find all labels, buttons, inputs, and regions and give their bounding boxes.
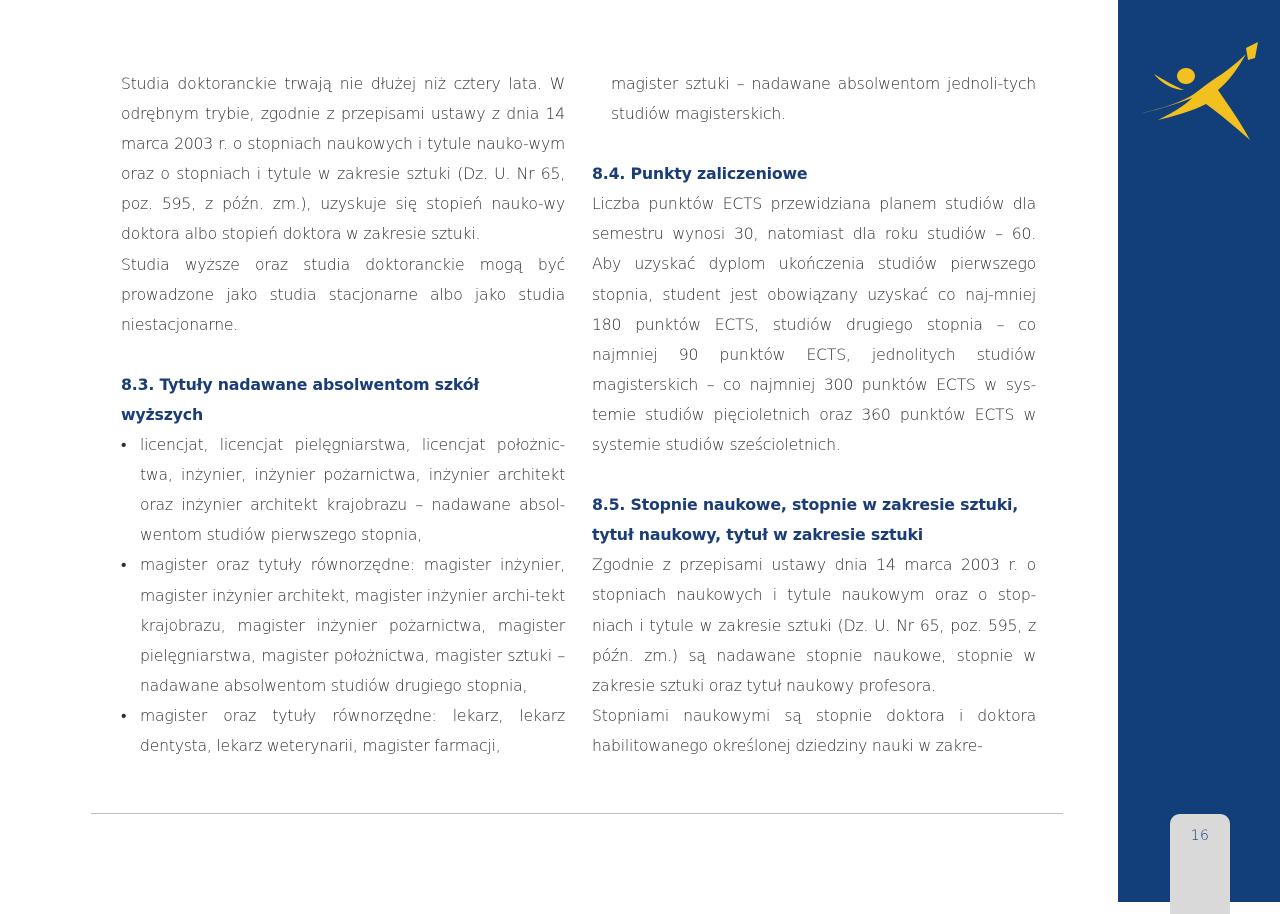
intro-paragraph: Studia doktoranckie trwają nie dłużej niż cztery lata. W odrębnym trybie, zgodnie z przepisami ustawy z dnia 14 marca 2003 r. o stopniach naukowych i tytule nauko-wym oraz o stopniach i tytule w zakresie sztuki (Dz. U. Nr 65, poz. 595, z późn. zm.), uzyskuje się stopień nauko-wy doktora albo stopień doktora w zakresie sztuki. [121, 75, 565, 244]
list-item-text: magister oraz tytuły równorzędne: lekarz, lekarz dentysta, lekarz weterynarii, magister farmacji, [140, 706, 565, 755]
list-item-text: magister oraz tytuły równorzędne: magister inżynier, magister inżynier architekt, magister inżynier archi-tekt krajobrazu, magister inżynier pożarnictwa, magister pielęgniarstwa, magister położnictwa, magister sztuki – nadawane absolwentom studiów drugiego stopnia, [140, 556, 565, 695]
section-8-4-paragraph: Liczba punktów ECTS przewidziana planem studiów dla semestru wynosi 30, natomiast dla roku studiów – 60. Aby uzyskać dyplom ukończenia studiów pierwszego stopnia, student jest obowiązany uzyskać co naj-mniej 180 punktów ECTS, studiów drugiego stopnia – co najmniej 90 punktów ECTS, jednolitych studiów magisterskich – co najmniej 300 punktów ECTS w sys-temie studiów pięcioletnich oraz 360 punktów ECTS w systemie studiów sześcioletnich. [592, 195, 1036, 455]
list-item-text: licencjat, licencjat pielęgniarstwa, licencjat położnic-twa, inżynier, inżynier pożarnictwa, inżynier architekt oraz inżynier architekt krajobrazu – nadawane absol-wentom studiów pierwszego stopnia, [140, 436, 565, 545]
section-8-4-heading: 8.4. Punkty zaliczeniowe [592, 164, 808, 184]
bullet-icon: • [121, 436, 127, 455]
section-8-5-heading: 8.5. Stopnie naukowe, stopnie w zakresie sztuki, tytuł naukowy, tytuł w zakresie sztuki [592, 495, 1019, 545]
list-continuation: magister sztuki – nadawane absolwentom jednoli-tych studiów magisterskich. [611, 75, 1036, 124]
list-item [121, 430, 565, 550]
section-8-5-paragraph-2: Stopniami naukowymi są stopnie doktora i doktora habilitowanego określonej dziedziny nauki w zakre- [592, 706, 1036, 755]
titles-list [121, 430, 565, 761]
section-8-5-paragraph: Zgodnie z przepisami ustawy dnia 14 marca 2003 r. o stopniach naukowych i tytule naukowym oraz o stop-niach i tytule w zakresie sztuki (Dz. U. Nr 65, poz. 595, z późn. zm.) są nadawane stopnie naukowe, stopnie w zakresie sztuki oraz tytuł naukowy profesora. [592, 556, 1036, 695]
study-forms-paragraph: Studia wyższe oraz studia doktoranckie mogą być prowadzone jako studia stacjonarne albo jako studia niestacjonarne. [121, 255, 565, 334]
flying-star-figure-logo-icon [1134, 40, 1264, 150]
footer-divider [91, 813, 1063, 814]
page-number-tab [1170, 814, 1230, 914]
page-number: 16 [1190, 828, 1210, 844]
bullet-icon: • [121, 706, 127, 725]
list-item [121, 550, 565, 700]
spacer [592, 129, 1036, 159]
spacer [121, 340, 565, 370]
left-column [121, 69, 565, 761]
spacer [592, 460, 1036, 490]
list-item [121, 701, 565, 761]
bullet-icon: • [121, 556, 127, 575]
right-column [592, 69, 1036, 761]
section-8-3-heading: 8.3. Tytuły nadawane absolwentom szkół wyższych [121, 374, 480, 424]
